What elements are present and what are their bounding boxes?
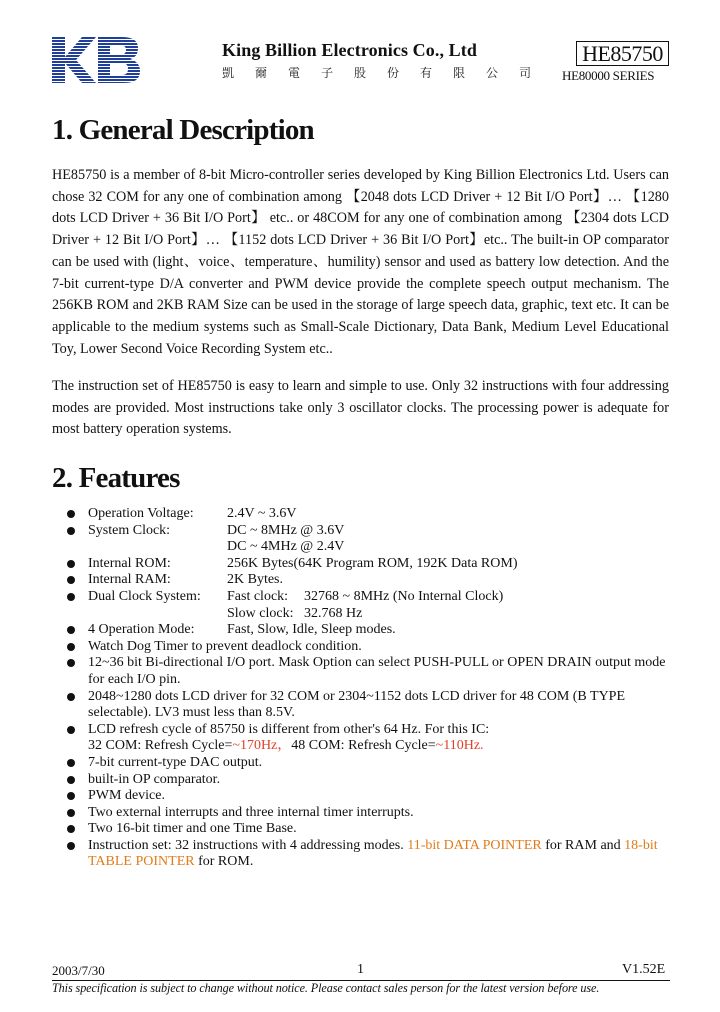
feature-value: 32768 ~ 8MHz (No Internal Clock) [304,588,504,604]
feature-value-continued: DC ~ 4MHz @ 2.4V [227,539,345,555]
feature-text: for RAM and [541,837,625,853]
footer-date: 2003/7/30 [52,963,105,978]
feature-label: Internal RAM: [88,572,171,588]
feature-text: for ROM. [194,854,254,870]
sub-label: Slow clock: [227,605,294,621]
feature-text: 2048~1280 dots LCD driver for 32 COM or 2304~1152 dots LCD driver for 48 COM (B TYPE selectable). LV3 must less than 8.5V. [88,688,626,721]
bullet-icon [67,825,75,833]
list-item [66,689,670,722]
refresh-32-label: 32 COM: Refresh Cycle= [88,738,233,754]
feature-label: 4 Operation Mode: [88,622,195,638]
refresh-48-label: 48 COM: Refresh Cycle= [291,738,436,754]
list-item [66,572,670,589]
feature-text: Watch Dog Timer to prevent deadlock condition. [88,638,362,654]
series-name: HE80000 SERIES [562,68,655,83]
list-item [66,805,670,822]
feature-value: Fast, Slow, Idle, Sleep modes. [227,622,396,638]
bullet-icon [67,593,75,601]
feature-value: DC ~ 8MHz @ 3.6V [227,522,345,538]
company-name-chinese: 凱 爾 電 子 股 份 有 限 公 司 [222,66,541,80]
feature-text: Two external interrupts and three internal timer interrupts. [88,804,414,820]
features-list [66,506,670,871]
list-item [66,622,670,639]
list-item [66,655,670,688]
bullet-icon [67,527,75,535]
table-pointer-highlight: 18-bit TABLE POINTER [88,837,658,870]
refresh-separator: ， [277,738,292,754]
list-item [66,788,670,805]
bullet-icon [67,776,75,784]
bullet-icon [67,510,75,518]
feature-label: Dual Clock System: [88,588,201,604]
list-item [66,589,670,606]
list-item [66,755,670,772]
bullet-icon [67,759,75,767]
list-item [66,722,670,755]
feature-value: 256K Bytes(64K Program ROM, 192K Data ROM) [227,555,518,571]
feature-text: built-in OP comparator. [88,771,221,787]
model-number: HE85750 [576,41,669,66]
feature-text: Two 16-bit timer and one Time Base. [88,821,297,837]
bullet-icon [67,842,75,850]
page-number: 1 [357,962,364,977]
footer-note: This specification is subject to change without notice. Please contact sales person for the latest version before use. [52,981,600,995]
feature-value: 32.768 Hz [304,605,363,621]
sub-label: Fast clock: [227,588,289,604]
general-paragraph-1: HE85750 is a member of 8-bit Micro-controller series developed by King Billion Electronics Ltd. Users can chose 32 COM for any one of combination among 【2048 dots LCD Driver + 12 Bit I/O Port】… 【1280 dots LCD Driver + 36 Bit I/O Port】 etc.. or 48COM for any one of combination among 【2304 dots LCD Driver + 12 Bit I/O Port】… 【1152 dots LCD Driver + 36 Bit I/O Port】etc.. The built-in OP comparator can be used with (light、voice、temperature、humility) sensor and used as battery low detection. And the 7-bit current-type D/A converter and PWM device provide the complete speech output mechanism. The 256KB ROM and 2KB RAM Size can be used in the storage of large speech data, graphic, text etc. It can be applicable to the medium systems such as Small-Scale Dictionary, Data Bank, Medium Level Educational Toy, Lower Second Voice Recording System etc.. [52,167,669,357]
general-description-title: 1. General Description [52,114,314,146]
company-name: King Billion Electronics Co., Ltd [222,40,477,60]
data-pointer-highlight: 11-bit DATA POINTER [407,837,542,853]
feature-label: Internal ROM: [88,555,171,571]
bullet-icon [67,560,75,568]
feature-text: LCD refresh cycle of 85750 is different from other's 64 Hz. For this IC: [88,721,490,737]
feature-value: 2.4V ~ 3.6V [227,506,297,521]
feature-sub-row [66,606,670,623]
list-item [66,556,670,573]
list-item [66,506,670,523]
list-item [66,821,670,838]
feature-label: Operation Voltage: [88,506,194,521]
refresh-48-value: ~110Hz. [435,738,484,754]
features-title: 2. Features [52,462,180,494]
list-item [66,523,670,540]
document-version: V1.52E [622,962,666,977]
list-item [66,639,670,656]
company-logo [52,37,140,83]
refresh-32-value: ~170Hz [232,738,278,754]
bullet-icon [67,693,75,701]
list-item [66,772,670,789]
bullet-icon [67,809,75,817]
general-paragraph-2: The instruction set of HE85750 is easy to learn and simple to use. Only 32 instructions with four addressing modes are provided. Most instructions take only 3 oscillator clocks. The processing power is adequate for most battery operation systems. [52,378,669,438]
feature-text: Instruction set: 32 instructions with 4 addressing modes. [88,837,408,853]
list-item [66,838,670,871]
bullet-icon [67,792,75,800]
bullet-icon [67,659,75,667]
feature-label: System Clock: [88,522,171,538]
feature-text: 12~36 bit Bi-directional I/O port. Mask Option can select PUSH-PULL or OPEN DRAIN output mode for each I/O pin. [88,655,666,687]
bullet-icon [67,643,75,651]
bullet-icon [67,576,75,584]
bullet-icon [67,626,75,634]
feature-value: 2K Bytes. [227,572,283,588]
feature-text: PWM device. [88,788,165,804]
bullet-icon [67,726,75,734]
feature-text: 7-bit current-type DAC output. [88,754,263,770]
